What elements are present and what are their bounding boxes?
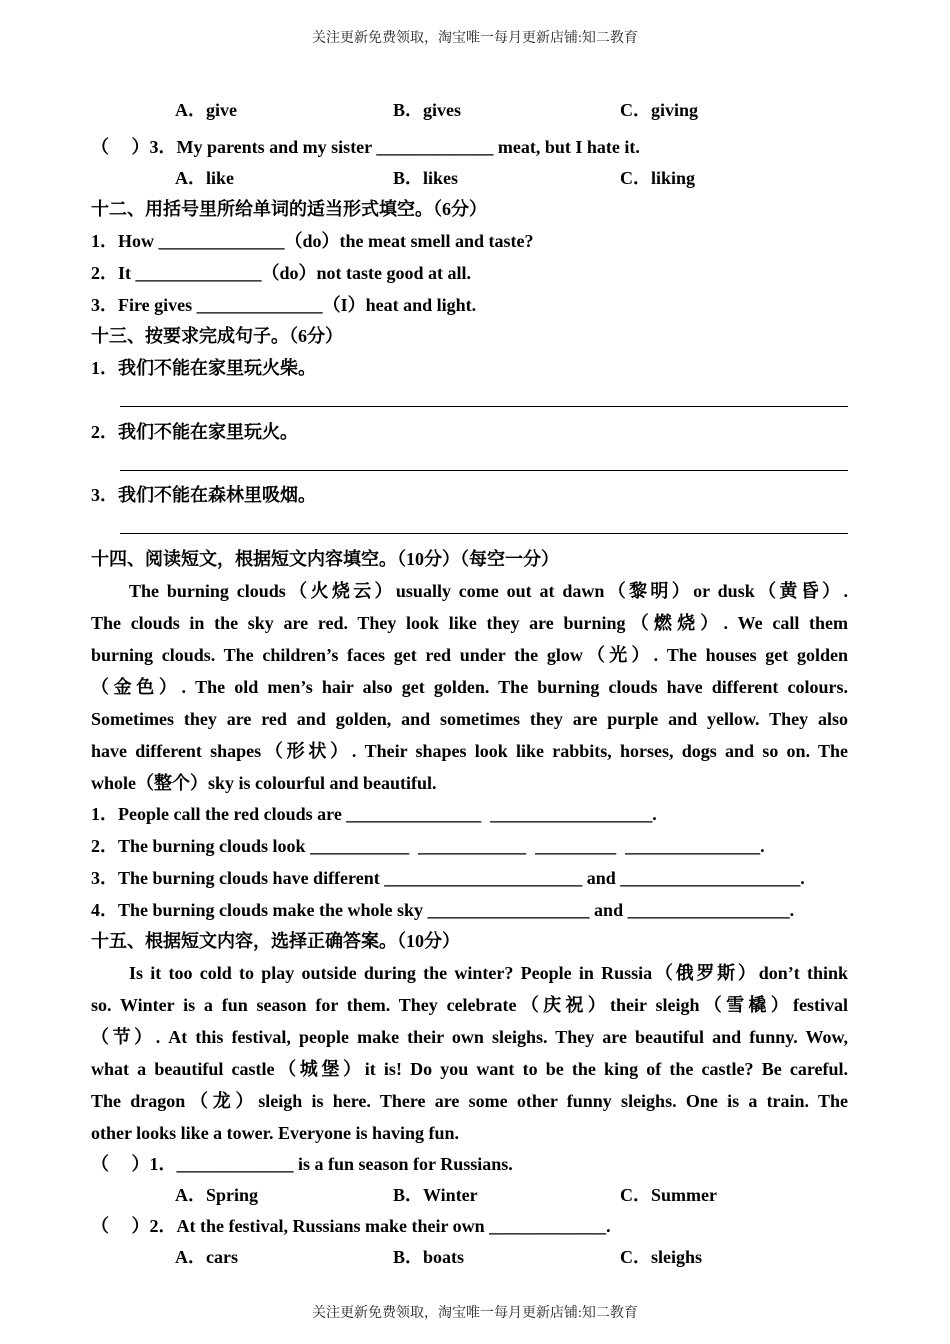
fill-question: 2．The burning clouds look ___________ ____________ _________ _______________. bbox=[91, 836, 765, 856]
option-c: C．sleighs bbox=[620, 1247, 703, 1267]
fill-question: 1．People call the red clouds are _______________ __________________. bbox=[91, 804, 657, 824]
sentence-prompt: 2．我们不能在家里玩火。 bbox=[91, 422, 298, 442]
option-b: B．boats bbox=[393, 1247, 465, 1267]
passage-line: The dragon（龙）sleigh is here. There are some other funny sleighs. One is a train. The bbox=[91, 1091, 848, 1111]
option-b: B．likes bbox=[393, 168, 459, 188]
page-header: 关注更新免费领取，淘宝唯一每月更新店铺:知二教育 bbox=[312, 31, 638, 46]
answer-line bbox=[120, 470, 848, 471]
question-stem: （ ）1．_____________ is a fun season for Russians. bbox=[91, 1154, 513, 1174]
option-a: A．like bbox=[175, 168, 235, 188]
option-c: C．Summer bbox=[620, 1185, 717, 1205]
option-c: C．liking bbox=[620, 168, 696, 188]
passage-line: other looks like a tower. Everyone is having fun. bbox=[91, 1123, 460, 1143]
option-b: B．Winter bbox=[393, 1185, 478, 1205]
question-stem: （ ）3．My parents and my sister _____________ meat, but I hate it. bbox=[91, 137, 640, 157]
passage-line: burning clouds. The children’s faces get red under the glow（光）. The houses get golden bbox=[91, 645, 848, 665]
question-stem: （ ）2．At the festival, Russians make their own _____________. bbox=[91, 1216, 611, 1236]
section-title: 十四、阅读短文，根据短文内容填空。（10分）（每空一分） bbox=[91, 549, 559, 569]
option-a: A．cars bbox=[175, 1247, 238, 1267]
section-title: 十二、用括号里所给单词的适当形式填空。（6分） bbox=[91, 199, 487, 219]
fill-item: 3．Fire gives ______________（I）heat and light. bbox=[91, 295, 477, 315]
option-c: C．giving bbox=[620, 100, 699, 120]
passage-line: have different shapes（形状）. Their shapes look like rabbits, horses, dogs and so on. The bbox=[91, 741, 848, 761]
sentence-prompt: 3．我们不能在森林里吸烟。 bbox=[91, 485, 316, 505]
passage-line: what a beautiful castle（城堡）it is! Do you want to be the king of the castle? Be careful. bbox=[91, 1059, 848, 1079]
option-b: B．gives bbox=[393, 100, 462, 120]
page-footer: 关注更新免费领取，淘宝唯一每月更新店铺:知二教育 bbox=[312, 1306, 638, 1321]
sentence-prompt: 1．我们不能在家里玩火柴。 bbox=[91, 358, 316, 378]
passage-line: whole（整个）sky is colourful and beautiful. bbox=[91, 773, 437, 793]
passage-line: The clouds in the sky are red. They look like they are burning（燃烧）. We call them bbox=[91, 613, 848, 633]
passage-line: （节）. At this festival, people make their own sleighs. They are beautiful and funny. Wow, bbox=[91, 1027, 848, 1047]
fill-question: 4．The burning clouds make the whole sky __________________ and __________________. bbox=[91, 900, 795, 920]
section-title: 十五、根据短文内容，选择正确答案。（10分） bbox=[91, 931, 460, 951]
option-a: A．Spring bbox=[175, 1185, 259, 1205]
passage-line: The burning clouds（火烧云）usually come out at dawn（黎明）or dusk（黄昏）. bbox=[129, 581, 848, 601]
fill-item: 2．It ______________（do）not taste good at all. bbox=[91, 263, 472, 283]
fill-question: 3．The burning clouds have different ______________________ and ____________________. bbox=[91, 868, 805, 888]
section-title: 十三、按要求完成句子。（6分） bbox=[91, 326, 343, 346]
answer-line bbox=[120, 533, 848, 534]
passage-line: Is it too cold to play outside during the winter? People in Russia（俄罗斯）don’t think bbox=[129, 963, 848, 983]
passage-line: so. Winter is a fun season for them. They celebrate（庆祝）their sleigh（雪橇）festival bbox=[91, 995, 848, 1015]
passage-line: （金色）. The old men’s hair also get golden. The burning clouds have different colours. bbox=[91, 677, 848, 697]
answer-line bbox=[120, 406, 848, 407]
option-a: A．give bbox=[175, 100, 237, 120]
fill-item: 1．How ______________（do）the meat smell and taste? bbox=[91, 231, 534, 251]
passage-line: Sometimes they are red and golden, and sometimes they are purple and yellow. They also bbox=[91, 709, 848, 729]
